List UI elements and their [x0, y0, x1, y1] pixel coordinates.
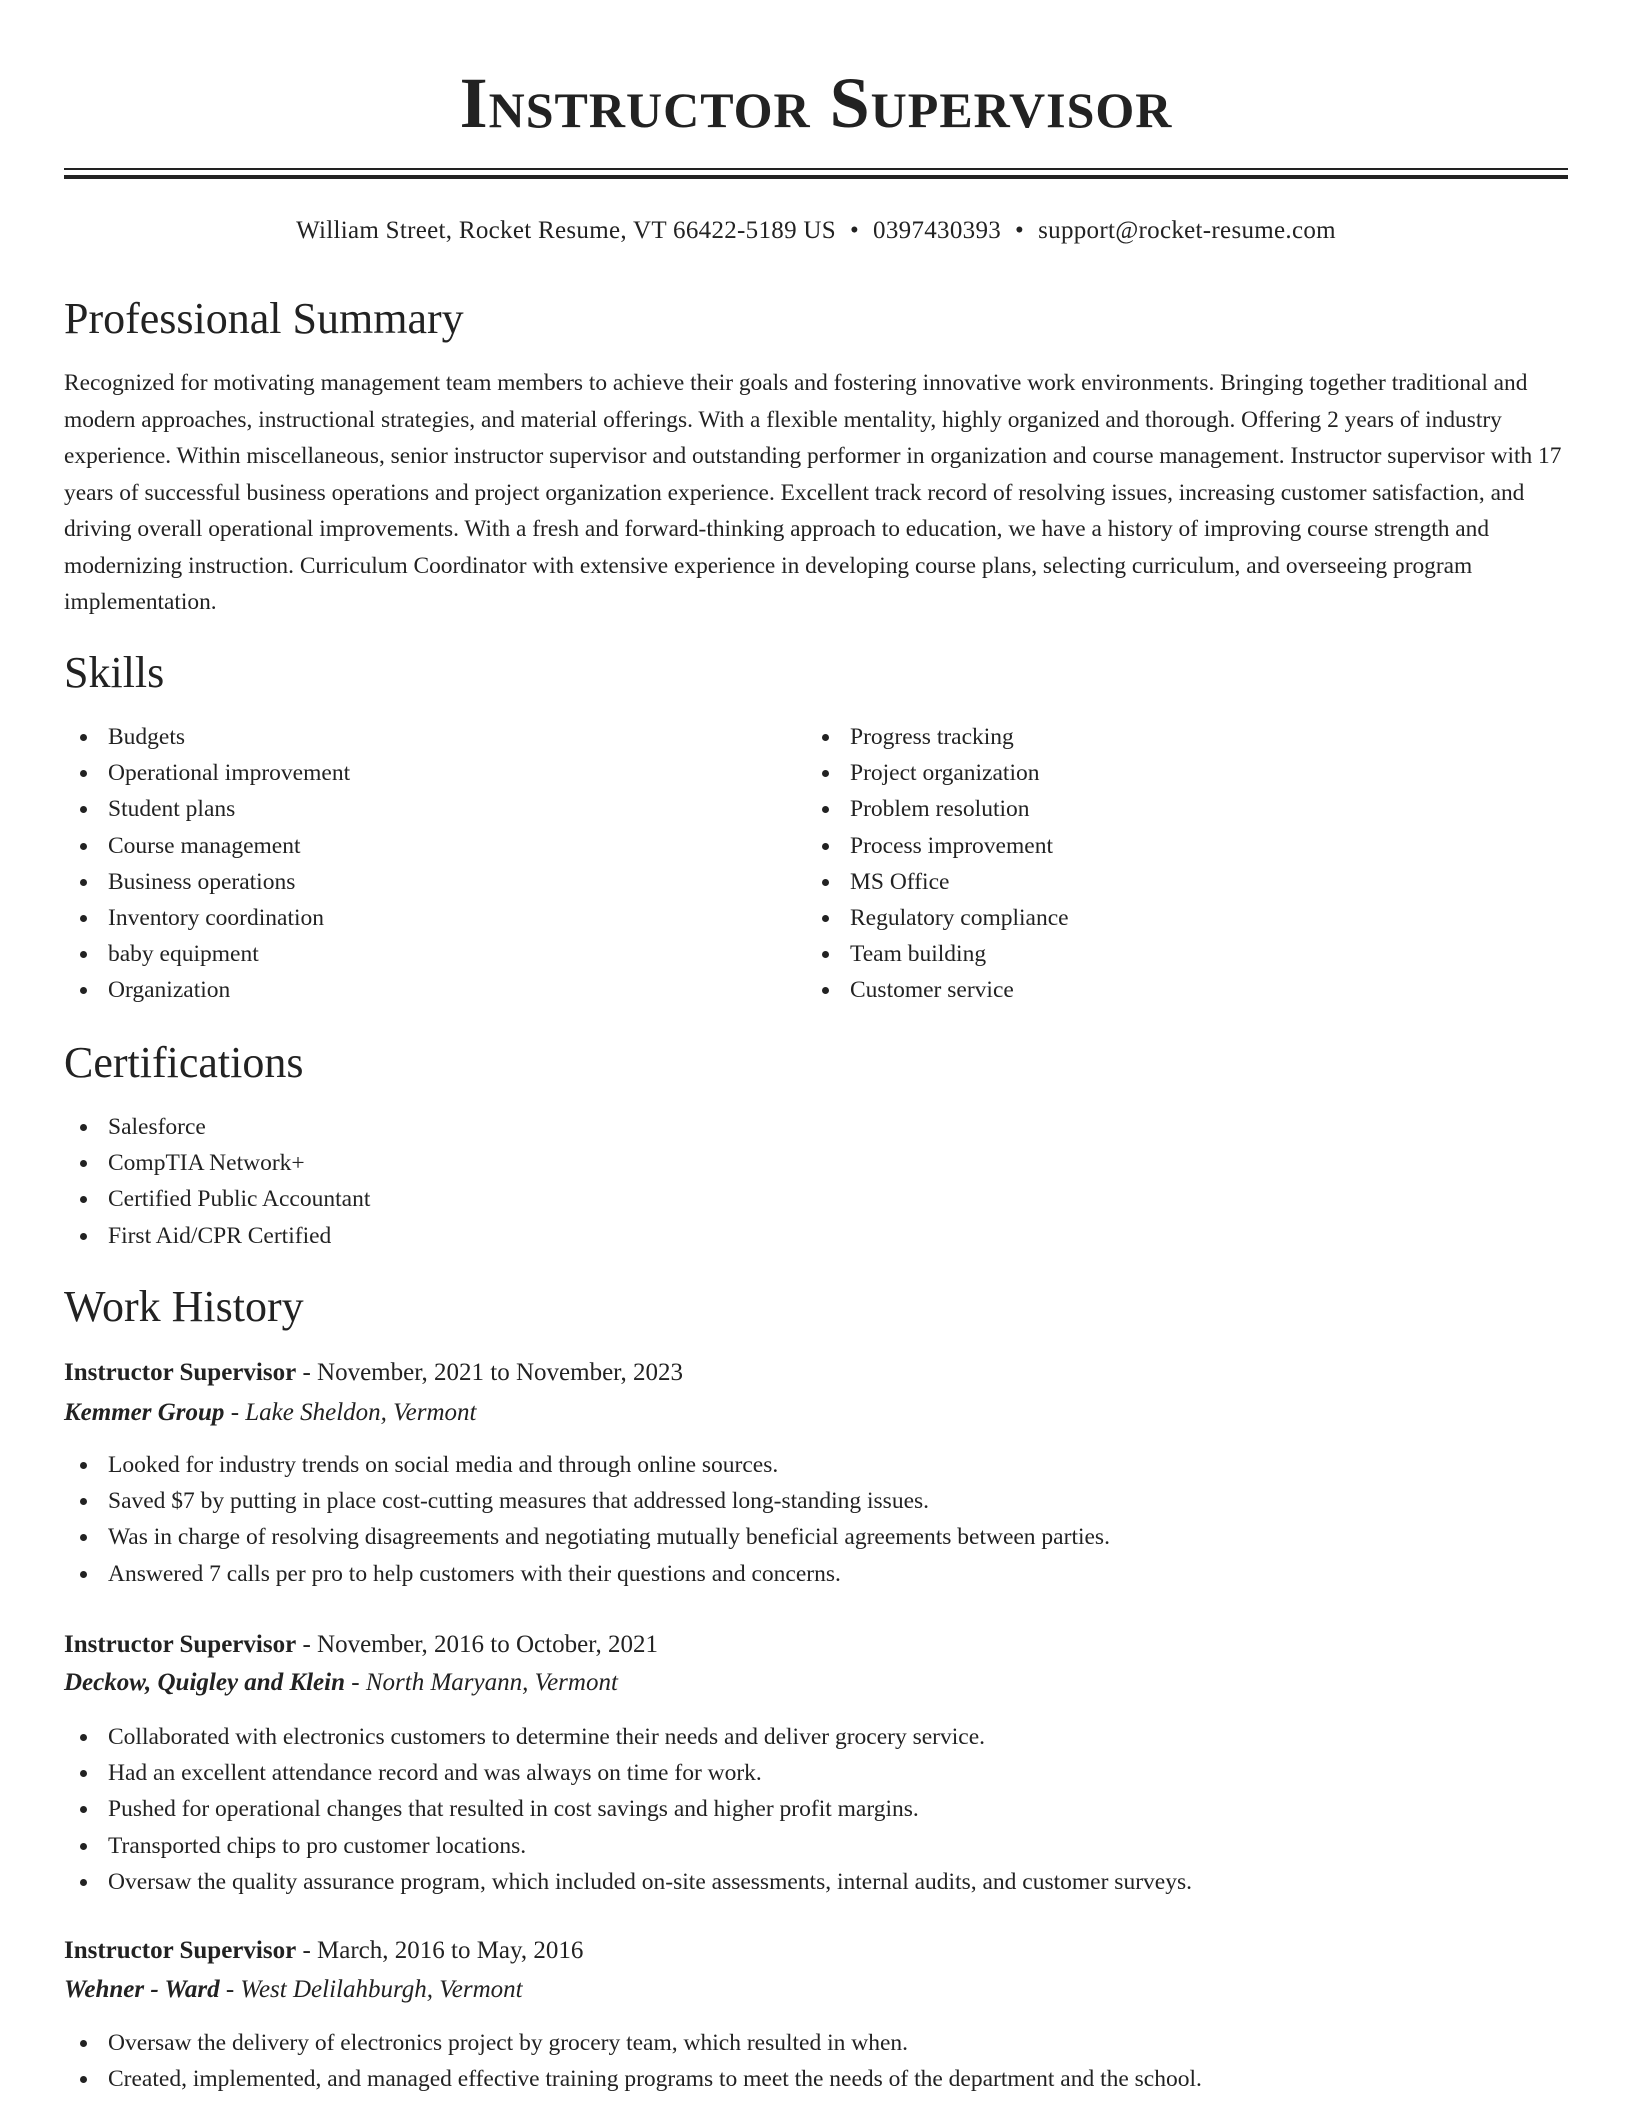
list-item: Project organization	[806, 755, 1546, 791]
summary-heading: Professional Summary	[64, 294, 464, 343]
contact-separator: •	[1015, 217, 1025, 244]
list-item: Oversaw the delivery of electronics project by grocery team, which resulted in when.	[64, 2025, 1568, 2061]
job-title: Instructor Supervisor	[64, 1631, 297, 1658]
list-item: Inventory coordination	[64, 900, 804, 936]
list-item: Created, implemented, and managed effective training programs to meet the needs of the department and the school.	[64, 2061, 1568, 2097]
job-title-line	[64, 1627, 658, 1663]
resume-title: Instructor Supervisor	[459, 63, 1173, 143]
resume-page	[64, 0, 1568, 2093]
job-location: - West Delilahburgh, Vermont	[219, 1976, 523, 2003]
list-item: Progress tracking	[806, 719, 1546, 755]
work-history-heading: Work History	[64, 1282, 304, 1331]
certifications-heading: Certifications	[64, 1038, 304, 1087]
list-item: Budgets	[64, 719, 804, 755]
list-item: Regulatory compliance	[806, 900, 1546, 936]
job-bullets	[64, 1447, 1568, 1592]
certifications-list	[64, 1109, 1568, 1254]
contact-separator: •	[849, 217, 860, 244]
list-item: Business operations	[64, 864, 804, 900]
list-item: Course management	[64, 828, 804, 864]
contact-phone: 0397430393	[873, 217, 1002, 244]
list-item: Transported chips to pro customer locations.	[64, 1828, 1568, 1864]
list-item: Had an excellent attendance record and was always on time for work.	[64, 1755, 1568, 1791]
skills-heading: Skills	[64, 648, 165, 697]
job-bullets	[64, 2025, 1568, 2097]
list-item: baby equipment	[64, 936, 804, 972]
list-item: Student plans	[64, 791, 804, 827]
contact-email: support@rocket-resume.com	[1038, 217, 1336, 244]
list-item: CompTIA Network+	[64, 1145, 1568, 1181]
list-item: Looked for industry trends on social media and through online sources.	[64, 1447, 1568, 1483]
job-location: - North Maryann, Vermont	[345, 1669, 618, 1696]
job-dates: - March, 2016 to May, 2016	[296, 1937, 584, 1964]
job-dates: - November, 2021 to November, 2023	[296, 1359, 683, 1386]
job-company: Deckow, Quigley and Klein	[64, 1669, 346, 1696]
skills-list-right	[806, 719, 1546, 1009]
job-company-line	[64, 1972, 523, 2008]
list-item: Oversaw the quality assurance program, which included on-site assessments, internal audits, and customer surveys.	[64, 1864, 1568, 1900]
list-item: Collaborated with electronics customers to determine their needs and deliver grocery service.	[64, 1719, 1568, 1755]
job-company: Kemmer Group	[64, 1399, 225, 1426]
list-item: Operational improvement	[64, 755, 804, 791]
skills-list-left	[64, 719, 804, 1009]
list-item: MS Office	[806, 864, 1546, 900]
list-item: Was in charge of resolving disagreements and negotiating mutually beneficial agreements between parties.	[64, 1519, 1568, 1555]
job-bullets	[64, 1719, 1568, 1900]
list-item: Pushed for operational changes that resulted in cost savings and higher profit margins.	[64, 1791, 1568, 1827]
list-item: Team building	[806, 936, 1546, 972]
list-item: Certified Public Accountant	[64, 1181, 1568, 1217]
title-divider-thick	[64, 175, 1568, 179]
list-item: Salesforce	[64, 1109, 1568, 1145]
list-item: Answered 7 calls per pro to help customers with their questions and concerns.	[64, 1556, 1568, 1592]
job-company-line	[64, 1395, 476, 1431]
job-title: Instructor Supervisor	[64, 1937, 297, 1964]
list-item: Problem resolution	[806, 791, 1546, 827]
contact-address: William Street, Rocket Resume, VT 66422-5189 US	[296, 217, 836, 244]
job-title-line	[64, 1933, 583, 1969]
list-item: Customer service	[806, 972, 1546, 1008]
job-company: Wehner - Ward	[64, 1976, 220, 2003]
list-item: Saved $7 by putting in place cost-cutting measures that addressed long-standing issues.	[64, 1483, 1568, 1519]
summary-text: Recognized for motivating management team members to achieve their goals and fostering innovative work environments. Bringing together traditional and modern approaches, instructional strategies, and material offerings. With a flexible mentality, highly organized and thorough. Offering 2 years of industry experience. Within miscellaneous, senior instructor supervisor and outstanding performer in organization and course management. Instructor supervisor with 17 years of successful business operations and project organization experience. Excellent track record of resolving issues, increasing customer satisfaction, and driving overall operational improvements. With a fresh and forward-thinking approach to education, we have a history of improving course strength and modernizing instruction. Curriculum Coordinator with extensive experience in developing course plans, selecting curriculum, and overseeing program implementation.	[64, 370, 1562, 615]
contact-line	[64, 213, 1568, 249]
list-item: Process improvement	[806, 828, 1546, 864]
job-title: Instructor Supervisor	[64, 1359, 297, 1386]
list-item: Organization	[64, 972, 804, 1008]
job-dates: - November, 2016 to October, 2021	[296, 1631, 658, 1658]
job-company-line	[64, 1665, 618, 1701]
job-location: - Lake Sheldon, Vermont	[224, 1399, 477, 1426]
title-divider-thin	[64, 168, 1568, 170]
list-item: First Aid/CPR Certified	[64, 1218, 1568, 1254]
job-title-line	[64, 1355, 683, 1391]
